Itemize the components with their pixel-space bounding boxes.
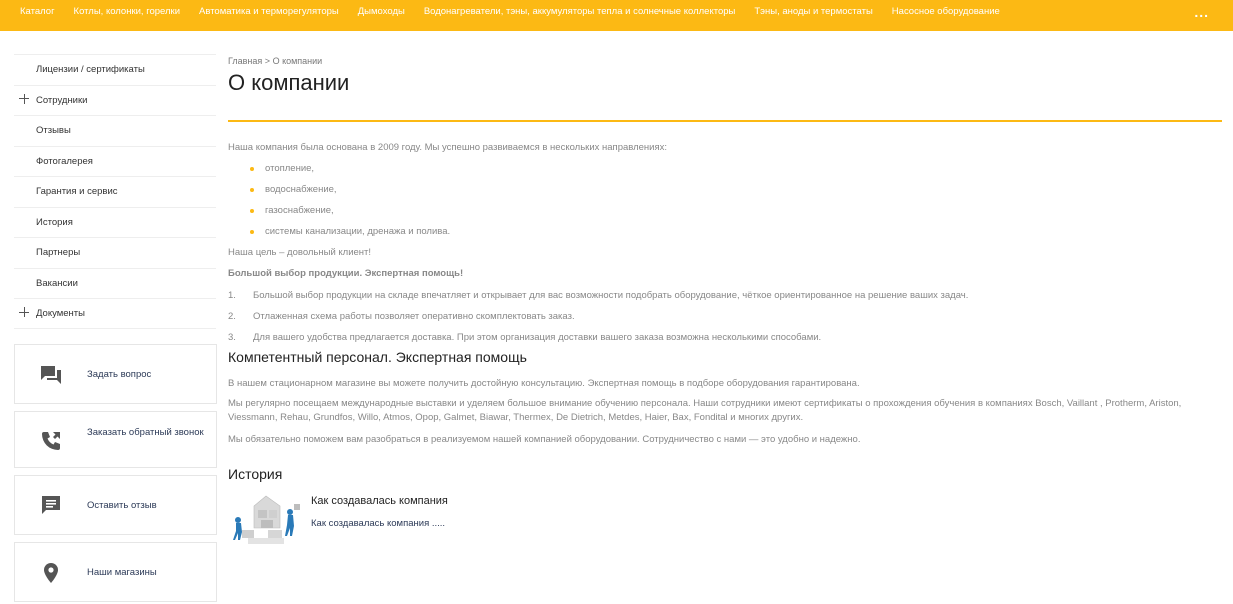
goal-text: Наша цель – довольный клиент! <box>228 247 372 258</box>
callback-label: Заказать обратный звонок <box>87 427 204 438</box>
sidebar-item-label: Гарантия и сервис <box>36 186 118 198</box>
breadcrumb-home[interactable]: Главная <box>228 56 263 66</box>
list-number: 2. <box>228 311 236 322</box>
nav-item-heating-elements[interactable]: Тэны, аноды и термостаты <box>754 5 873 17</box>
nav-item-boilers[interactable]: Котлы, колонки, горелки <box>73 5 181 17</box>
sidebar-item-label: Фотогалерея <box>36 155 93 167</box>
nav-item-chimneys[interactable]: Дымоходы <box>357 5 405 17</box>
nav-item-water-heaters[interactable]: Водонагреватели, тэны, аккумуляторы тепла и солнечные коллекторы <box>423 5 736 17</box>
list-item: Для вашего удобства предлагается доставка. При этом организация доставки вашего заказа возможна несколькими способами. <box>253 332 822 343</box>
history-heading: История <box>228 466 283 482</box>
history-link-subtitle[interactable]: Как создавалась компания ..... <box>311 518 446 529</box>
puzzle-people-image[interactable] <box>228 492 306 548</box>
sidebar-item-history[interactable] <box>14 207 216 238</box>
sidebar-item-label: Сотрудники <box>36 94 88 106</box>
list-item: водоснабжение, <box>265 184 337 195</box>
leave-review-label: Оставить отзыв <box>87 500 157 511</box>
page-title: О компании <box>228 70 350 95</box>
title-divider <box>228 120 1222 122</box>
ask-question-card[interactable] <box>14 344 217 404</box>
comment-icon <box>39 493 63 517</box>
phone-callback-icon <box>39 429 63 453</box>
sidebar-item-partners[interactable] <box>14 237 216 268</box>
sidebar-item-label: Вакансии <box>36 277 78 289</box>
top-nav-items <box>20 0 1019 22</box>
bullet-marker <box>250 230 254 234</box>
breadcrumb-separator: > <box>264 56 271 66</box>
ask-question-label: Задать вопрос <box>87 369 152 380</box>
nav-item-catalog[interactable]: Каталог <box>20 5 55 17</box>
bullet-marker <box>250 209 254 213</box>
sidebar-item-licenses[interactable] <box>14 54 216 85</box>
intro-text: Наша компания была основана в 2009 году. Мы успешно развиваемся в нескольких направлениях: <box>228 142 667 153</box>
list-item: отопление, <box>265 163 315 174</box>
list-item: Большой выбор продукции на складе впечатляет и открывает для вас возможности подобрать оборудование, чёткое ориентированное на решение ваших задач. <box>253 290 969 301</box>
sidebar-item-warranty[interactable] <box>14 176 216 207</box>
bullet-marker <box>250 188 254 192</box>
top-navigation <box>0 0 1233 31</box>
paragraph: Мы регулярно посещаем международные выставки и уделяем большое внимание обучению персонала. Наши сотрудники имеют сертификаты о прохождения обучения в компаниях Bosch, Vaillant , Protherm, Ariston, Viessmann, Rehau, Grundfos, Willo, Atmos, Opop, Galmet, Biawar, Thermex, De Dietrich, Metdes, Haier, Bax, Fondital и многих других. <box>228 398 1182 423</box>
sidebar-item-staff[interactable] <box>14 85 216 116</box>
sidebar-item-vacancies[interactable] <box>14 268 216 299</box>
location-pin-icon <box>39 561 63 585</box>
list-number: 3. <box>228 332 236 343</box>
plus-icon[interactable] <box>19 94 29 104</box>
breadcrumb <box>228 56 322 66</box>
sidebar-item-gallery[interactable] <box>14 146 216 177</box>
sidebar-item-documents[interactable] <box>14 298 216 329</box>
paragraph: Мы обязательно поможем вам разобраться в реализуемом нашей компанией оборудовании. Сотрудничество с нами — это удобно и надежно. <box>228 434 861 445</box>
leave-review-card[interactable] <box>14 475 217 535</box>
bullet-marker <box>250 167 254 171</box>
breadcrumb-current: О компании <box>272 56 323 66</box>
nav-item-automation[interactable]: Автоматика и терморегуляторы <box>199 5 339 17</box>
sidebar-item-label: Документы <box>36 307 85 319</box>
history-link-title[interactable]: Как создавалась компания <box>311 495 448 507</box>
nav-item-pumps[interactable]: Насосное оборудование <box>891 5 1000 17</box>
list-item: Отлаженная схема работы позволяет оперативно скомплектовать заказ. <box>253 311 575 322</box>
list-number: 1. <box>228 290 236 301</box>
callback-card[interactable] <box>14 411 217 468</box>
sidebar-item-label: История <box>36 216 73 228</box>
chat-bubbles-icon <box>39 363 63 387</box>
list-item: газоснабжение, <box>265 205 334 216</box>
section-bold-heading: Большой выбор продукции. Экспертная помощь! <box>228 268 464 279</box>
sidebar-item-reviews[interactable] <box>14 115 216 146</box>
our-stores-label: Наши магазины <box>87 567 157 578</box>
plus-icon[interactable] <box>19 307 29 317</box>
sidebar-item-label: Партнеры <box>36 247 81 259</box>
section-heading: Компетентный персонал. Экспертная помощь <box>228 349 527 365</box>
our-stores-card[interactable] <box>14 542 217 602</box>
more-menu-icon[interactable]: ... <box>1194 4 1209 20</box>
sidebar-item-label: Отзывы <box>36 125 71 137</box>
paragraph: В нашем стационарном магазине вы можете получить достойную консультацию. Экспертная помощь в подборе оборудования гарантирована. <box>228 378 860 389</box>
list-item: системы канализации, дренажа и полива. <box>265 226 451 237</box>
sidebar-item-label: Лицензии / сертификаты <box>36 64 145 76</box>
sidebar-menu <box>14 54 216 329</box>
